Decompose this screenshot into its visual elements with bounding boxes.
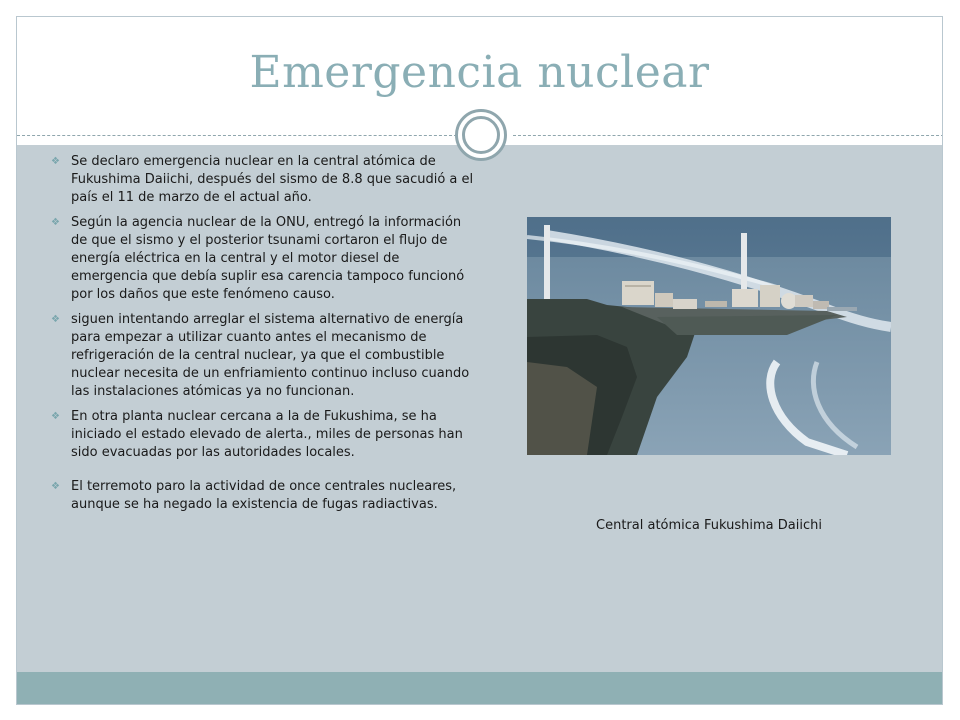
bullet-item <box>49 311 479 402</box>
diamond-bullet-icon: ❖ <box>51 410 60 422</box>
bullet-item <box>49 153 479 208</box>
content-area <box>17 145 942 672</box>
slide <box>16 16 943 705</box>
diamond-bullet-icon: ❖ <box>51 313 60 325</box>
image-caption: Central atómica Fukushima Daiichi <box>596 518 822 533</box>
bullet-text: Se declaro emergencia nuclear en la central atómica de Fukushima Daiichi, después del sismo de 8.8 que sacudió a el país el 11 de marzo de el actual año. <box>71 154 474 206</box>
diamond-bullet-icon: ❖ <box>51 481 60 493</box>
bullet-text: siguen intentando arreglar el sistema alternativo de energía para empezar a utilizar cuanto antes el mecanismo de refrigeración de la central nuclear, ya que el combustible nuclear necesita de un enfriamiento continuo incluso cuando las instalaciones atómicas ya no funcionan. <box>71 311 470 400</box>
diamond-bullet-icon: ❖ <box>51 156 60 167</box>
bullet-item <box>49 214 479 305</box>
footer-bar <box>17 672 942 704</box>
nuclear-plant-photo <box>527 217 891 455</box>
bullet-item <box>49 478 479 514</box>
title-divider-left <box>17 135 457 136</box>
bullet-item <box>49 408 479 463</box>
bullet-text: En otra planta nuclear cercana a la de Fukushima, se ha iniciado el estado elevado de alerta., miles de personas han sido evacuadas por las autoridades locales. <box>71 408 463 461</box>
diamond-bullet-icon: ❖ <box>51 216 60 228</box>
bullet-list <box>49 153 479 521</box>
title-divider-right <box>513 135 943 136</box>
bullet-text: Según la agencia nuclear de la ONU, entregó la información de que el sismo y el posterior tsunami cortaron el flujo de energía eléctrica en la central y el motor diesel de emergencia que debía suplir esa carencia tampoco funcionó por los daños que este fenómeno causo. <box>71 214 465 303</box>
circle-emblem-icon <box>455 109 507 161</box>
bullet-text: El terremoto paro la actividad de once centrales nucleares, aunque se ha negado la existencia de fugas radiactivas. <box>71 479 457 513</box>
slide-title: Emergencia nuclear <box>249 47 710 98</box>
